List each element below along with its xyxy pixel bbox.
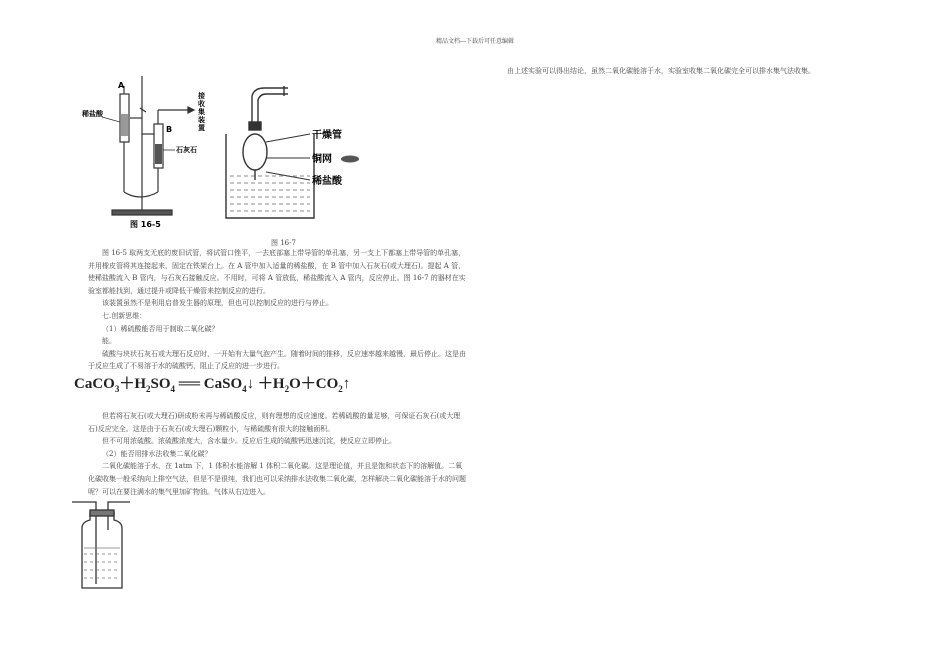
heading-innovative-thinking: 七.创新思维：: [102, 311, 147, 320]
main-text-block-2: [88, 410, 466, 498]
label-copper-mesh: 铜网: [312, 154, 332, 165]
drying-tube-bulb: [243, 134, 267, 170]
paragraph-sulfuric-reaction: 硫酸与块状石灰石或大理石反应时，一开始有大量气泡产生。随着时间的推移，反应速率越来越慢，最后停止。这是由于反应生成了不易溶于水的硫酸钙，阻止了反应的进一步进行。: [88, 349, 466, 371]
label-a: A: [118, 81, 125, 90]
figure-16-7-caption: 图 16-7: [271, 239, 296, 247]
bottle-body: [82, 512, 122, 588]
label-limestone: 石灰石: [176, 146, 197, 154]
stand-base: [112, 210, 172, 215]
paragraph-concentrated: 但不可用浓硫酸。浓硫酸浓度大，含水量少。反应后生成的硫酸钙迅速沉淀，使反应立即停止。: [102, 437, 396, 446]
paragraph-powder: 但若将石灰石(或大理石)研成粉末再与稀硫酸反应，则有理想的反应速度。若稀硫酸的量足够，可保证石灰石(或大理石)反应完全。这是由于石灰石(或大理石)颗粒小，与稀硫酸有很大的接触面积。: [88, 412, 461, 433]
label-collect-4: 装: [198, 116, 205, 124]
label-collect-5: 置: [198, 124, 205, 132]
chemical-equation: $CaCO_3+H_2SO_4$ ══ CaSO$_4$↓ $+H_2O+CO_2↑$: [74, 376, 351, 394]
answer-1: 能。: [102, 337, 116, 346]
main-text-block-1: [88, 247, 466, 373]
right-column-conclusion: 由上述实验可以得出结论，虽然二氧化碳能溶于水，实验室收集二氧化碳完全可以排水集气法收集。: [507, 67, 815, 75]
label-collect-1: 接: [198, 92, 205, 100]
page-header: 精品文档---下载后可任意编辑: [435, 38, 515, 45]
label-b: B: [166, 125, 173, 134]
figure-16-7: [222, 82, 372, 226]
label-collect-2: 收: [198, 100, 205, 108]
figure-16-5-caption: 图 16-5: [130, 220, 161, 229]
question-2: （2）能否用排水法收集二氧化碳？: [102, 449, 212, 458]
gas-collecting-bottle: [70, 498, 132, 594]
label-dilute-hcl: 稀盐酸: [82, 110, 103, 118]
copper-mesh-icon: [341, 156, 359, 163]
figure-16-5: [80, 72, 220, 232]
paragraph-fig-description: 图 16-5 取两支无底的废旧试管，将试管口锉平，一去底部塞上带导管的单孔塞，另一支上下都塞上带导管的单孔塞，并用橡皮管将其连接起来，固定在铁架台上。在 A 管中加入适量的稀盐酸，在 B 管中加入石灰石(或大理石)。提起 A 管，使稀盐酸流入 B 管内，与石灰石接触反应。不用时，可将 A 管放低，稀盐酸流入 A 管内，反应停止。图 16-7 的器材在实验室都能找到，通过提升或降低干燥管来控制反应的进行。: [88, 249, 466, 295]
label-collect-3: 集: [198, 108, 205, 116]
label-dilute-hcl-2: 稀盐酸: [312, 176, 342, 187]
question-1: （1）稀硫酸能否用于制取二氧化碳？: [102, 324, 219, 333]
label-drying-tube: 干燥管: [312, 130, 342, 141]
paragraph-water-displacement: 二氧化碳能溶于水，在 1atm 下，1 体积水能溶解 1 体积二氧化碳。这是理论值，并且是饱和状态下的溶解值。二氧化碳收集一般采纳向上排空气法，但是不是很纯，我们也可以采纳排水法收集二氧化碳，怎样解决二氧化碳能溶于水的问题呢？可以在要注满水的集气里加矿物油。气体从右边进入。: [88, 462, 466, 496]
paragraph-device-note: 该装置虽然不是利用启普发生器的原理，但也可以控制反应的进行与停止。: [102, 299, 333, 308]
